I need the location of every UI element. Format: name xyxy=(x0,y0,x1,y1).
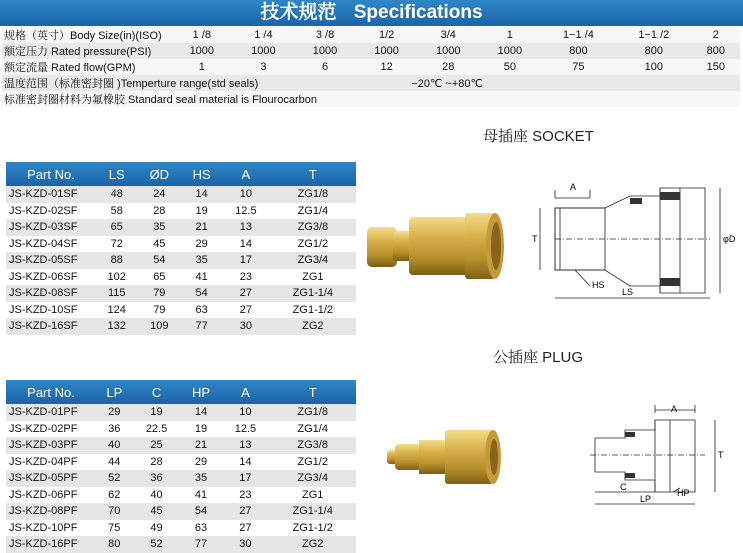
plug-dim-c: C xyxy=(620,482,627,492)
table-cell: 12.5 xyxy=(221,421,269,438)
table-cell: 40 xyxy=(133,487,181,504)
spec-row-temp xyxy=(2,75,740,91)
size-cell: 1−1 /2 xyxy=(638,29,670,41)
table-cell: 14 xyxy=(181,186,222,203)
spec-row-flow xyxy=(2,59,740,75)
size-cell: 1/2 xyxy=(378,29,395,41)
table-cell: 10 xyxy=(221,404,269,421)
plug-dim-hp: HP xyxy=(677,488,690,498)
table-cell: 52 xyxy=(133,536,181,553)
table-cell: 45 xyxy=(133,503,181,520)
table-cell: 21 xyxy=(180,437,221,454)
table-cell: 22.5 xyxy=(133,421,181,438)
seal-label: 标准密封圈材料为氟橡胶 Standard seal material is Flourocarbon xyxy=(4,94,317,106)
table-cell: ZG1-1/4 xyxy=(270,285,356,302)
table-cell: 28 xyxy=(137,203,181,220)
table-cell: JS-KZD-02SF xyxy=(6,203,96,220)
size-cell: 1 /8 xyxy=(192,29,211,41)
table-cell: 52 xyxy=(96,470,133,487)
table-cell: 62 xyxy=(96,487,133,504)
table-cell: ZG1 xyxy=(270,269,356,286)
table-cell: 72 xyxy=(96,236,137,253)
table-cell: 54 xyxy=(181,285,222,302)
table-cell: 21 xyxy=(181,219,222,236)
socket-photo xyxy=(365,205,530,285)
plug-header-row xyxy=(6,380,356,404)
table-cell: 29 xyxy=(181,236,222,253)
table-cell: 24 xyxy=(137,186,181,203)
plug-dim-lp: LP xyxy=(640,494,652,504)
socket-rows xyxy=(6,186,356,335)
col-part-no: Part No. xyxy=(6,162,96,186)
size-cell: 2 xyxy=(712,29,719,41)
flow-cell: 75 xyxy=(572,61,585,73)
table-cell: 54 xyxy=(180,503,221,520)
col-hs: HS xyxy=(181,162,222,186)
pressure-label: 额定压力 Rated pressure(PSI) xyxy=(4,46,152,58)
table-cell: 102 xyxy=(96,269,137,286)
pressure-cell: 800 xyxy=(706,45,725,57)
socket-title: 母插座 SOCKET xyxy=(483,128,594,145)
table-cell: JS-KZD-16SF xyxy=(6,318,96,335)
table-cell: ZG2 xyxy=(270,318,356,335)
socket-table xyxy=(6,162,356,335)
table-cell: 29 xyxy=(96,404,133,421)
size-cell: 1−1 /4 xyxy=(562,29,594,41)
table-cell: 44 xyxy=(96,454,133,471)
col-hp: HP xyxy=(180,380,221,404)
socket-dim-a: A xyxy=(570,182,577,192)
table-row xyxy=(6,404,356,421)
table-cell: 27 xyxy=(222,285,270,302)
table-cell: 124 xyxy=(96,302,137,319)
table-cell: JS-KZD-10SF xyxy=(6,302,96,319)
table-cell: JS-KZD-03SF xyxy=(6,219,96,236)
table-row xyxy=(6,203,356,220)
table-cell: JS-KZD-05SF xyxy=(6,252,96,269)
table-cell: 70 xyxy=(96,503,133,520)
table-cell: 23 xyxy=(221,487,269,504)
table-row xyxy=(6,487,356,504)
table-cell: 79 xyxy=(137,302,181,319)
table-cell: 27 xyxy=(222,302,270,319)
socket-dim-hs: HS xyxy=(592,280,605,290)
table-cell: 28 xyxy=(133,454,181,471)
size-cell: 1 xyxy=(506,29,513,41)
temp-value: −20℃ ~+80℃ xyxy=(411,78,483,90)
title-cn: 技术规范 xyxy=(260,2,337,23)
col-t: T xyxy=(269,380,356,404)
table-cell: ZG1/4 xyxy=(270,203,356,220)
table-row xyxy=(6,536,356,553)
flow-cell: 1 xyxy=(198,61,205,73)
table-cell: JS-KZD-04PF xyxy=(6,454,96,471)
socket-drawing xyxy=(530,178,740,303)
table-row xyxy=(6,421,356,438)
table-cell: 65 xyxy=(137,269,181,286)
table-row xyxy=(6,437,356,454)
table-cell: ZG3/4 xyxy=(269,470,356,487)
table-cell: 13 xyxy=(221,437,269,454)
title-en: Specifications xyxy=(353,2,483,23)
plug-table xyxy=(6,380,356,553)
col-part-no: Part No. xyxy=(6,380,96,404)
table-cell: 23 xyxy=(222,269,270,286)
plug-drawing xyxy=(585,400,740,510)
table-cell: 77 xyxy=(181,318,222,335)
table-row xyxy=(6,318,356,335)
table-cell: 132 xyxy=(96,318,137,335)
socket-dim-t: T xyxy=(532,234,538,244)
pressure-cell: 1000 xyxy=(497,45,523,57)
spec-row-size xyxy=(2,27,740,43)
table-row xyxy=(6,285,356,302)
plug-photo xyxy=(385,420,510,495)
col-d: ØD xyxy=(137,162,181,186)
pressure-cell: 1000 xyxy=(251,45,276,57)
size-cell: 1 /4 xyxy=(254,29,273,41)
table-cell: 25 xyxy=(133,437,181,454)
table-cell: ZG1/2 xyxy=(270,236,356,253)
table-cell: 36 xyxy=(96,421,133,438)
table-cell: ZG1-1/4 xyxy=(269,503,356,520)
table-cell: 88 xyxy=(96,252,137,269)
table-cell: 41 xyxy=(180,487,221,504)
table-cell: ZG3/8 xyxy=(270,219,356,236)
pressure-cell: 800 xyxy=(569,45,588,57)
table-cell: 30 xyxy=(221,536,269,553)
table-cell: JS-KZD-03PF xyxy=(6,437,96,454)
table-cell: ZG1-1/2 xyxy=(270,302,356,319)
col-c: C xyxy=(133,380,181,404)
table-cell: 49 xyxy=(133,520,181,537)
size-cell: 3 /8 xyxy=(315,29,335,41)
specifications-header xyxy=(0,0,743,26)
table-cell: JS-KZD-08SF xyxy=(6,285,96,302)
table-cell: ZG1-1/2 xyxy=(269,520,356,537)
table-cell: JS-KZD-10PF xyxy=(6,520,96,537)
flow-label: 额定流量 Rated flow(GPM) xyxy=(4,62,136,74)
table-cell: 35 xyxy=(137,219,181,236)
table-cell: 30 xyxy=(222,318,270,335)
table-cell: 27 xyxy=(221,503,269,520)
table-cell: 13 xyxy=(222,219,270,236)
table-cell: 35 xyxy=(181,252,222,269)
table-cell: ZG3/4 xyxy=(270,252,356,269)
table-cell: JS-KZD-06PF xyxy=(6,487,96,504)
table-row xyxy=(6,186,356,203)
table-cell: 54 xyxy=(137,252,181,269)
table-cell: ZG1 xyxy=(269,487,356,504)
table-cell: JS-KZD-01SF xyxy=(6,186,96,203)
table-cell: JS-KZD-01PF xyxy=(6,404,96,421)
table-row xyxy=(6,252,356,269)
table-cell: 27 xyxy=(221,520,269,537)
plug-rows xyxy=(6,404,356,553)
plug-dim-t: T xyxy=(718,450,724,460)
size-cell: 3/4 xyxy=(440,29,456,41)
table-cell: JS-KZD-05PF xyxy=(6,470,96,487)
table-cell: 17 xyxy=(221,470,269,487)
table-cell: JS-KZD-04SF xyxy=(6,236,96,253)
table-cell: JS-KZD-08PF xyxy=(6,503,96,520)
table-cell: ZG1/2 xyxy=(269,454,356,471)
table-row xyxy=(6,236,356,253)
temp-label: 温度范围（标准密封圈 )Temperture range(std seals) xyxy=(4,78,259,90)
pressure-cell: 1000 xyxy=(436,45,461,57)
table-cell: 65 xyxy=(96,219,137,236)
col-lp: LP xyxy=(96,380,133,404)
spec-row-pressure xyxy=(2,43,740,59)
socket-dim-d: φD xyxy=(723,234,736,244)
socket-dim-ls: LS xyxy=(622,287,634,297)
table-cell: ZG3/8 xyxy=(269,437,356,454)
table-cell: JS-KZD-06SF xyxy=(6,269,96,286)
table-cell: 79 xyxy=(137,285,181,302)
spec-table xyxy=(2,27,740,107)
flow-cell: 100 xyxy=(644,61,664,73)
table-cell: 58 xyxy=(96,203,137,220)
flow-cell: 28 xyxy=(442,61,455,73)
col-ls: LS xyxy=(96,162,137,186)
table-cell: 36 xyxy=(133,470,181,487)
table-cell: 80 xyxy=(96,536,133,553)
table-cell: ZG1/8 xyxy=(270,186,356,203)
table-cell: 45 xyxy=(137,236,181,253)
table-cell: 10 xyxy=(222,186,270,203)
table-cell: 75 xyxy=(96,520,133,537)
flow-cell: 12 xyxy=(380,61,393,73)
flow-cell: 150 xyxy=(706,61,725,73)
socket-header-row xyxy=(6,162,356,186)
col-t: T xyxy=(270,162,356,186)
table-row xyxy=(6,302,356,319)
pressure-cell: 1000 xyxy=(374,45,399,57)
pressure-cell: 800 xyxy=(644,45,664,57)
pressure-cell: 1000 xyxy=(189,45,215,57)
table-cell: 19 xyxy=(180,421,221,438)
table-cell: ZG1/8 xyxy=(269,404,356,421)
table-cell: 109 xyxy=(137,318,181,335)
table-row xyxy=(6,520,356,537)
table-cell: 17 xyxy=(222,252,270,269)
col-a: A xyxy=(221,380,269,404)
spec-row-seal xyxy=(2,91,740,107)
table-cell: 19 xyxy=(181,203,222,220)
table-row xyxy=(6,503,356,520)
table-cell: 29 xyxy=(180,454,221,471)
table-cell: ZG2 xyxy=(269,536,356,553)
table-cell: 14 xyxy=(221,454,269,471)
table-cell: 77 xyxy=(180,536,221,553)
pressure-cell: 1000 xyxy=(312,45,338,57)
table-cell: 41 xyxy=(181,269,222,286)
table-row xyxy=(6,219,356,236)
table-cell: JS-KZD-16PF xyxy=(6,536,96,553)
table-cell: 40 xyxy=(96,437,133,454)
size-label: 规格（英寸）Body Size(in)(ISO) xyxy=(4,30,162,42)
table-row xyxy=(6,269,356,286)
table-cell: JS-KZD-02PF xyxy=(6,421,96,438)
table-cell: 115 xyxy=(96,285,137,302)
table-cell: 35 xyxy=(180,470,221,487)
table-row xyxy=(6,470,356,487)
table-cell: 63 xyxy=(181,302,222,319)
table-cell: 19 xyxy=(133,404,181,421)
flow-cell: 3 xyxy=(260,61,267,73)
flow-cell: 50 xyxy=(503,61,516,73)
table-cell: 48 xyxy=(96,186,137,203)
table-cell: ZG1/4 xyxy=(269,421,356,438)
col-a: A xyxy=(222,162,270,186)
flow-cell: 6 xyxy=(321,61,329,73)
plug-dim-a: A xyxy=(671,404,678,414)
table-cell: 14 xyxy=(180,404,221,421)
plug-title: 公插座 PLUG xyxy=(493,349,584,366)
table-row xyxy=(6,454,356,471)
table-cell: 12.5 xyxy=(222,203,270,220)
table-cell: 63 xyxy=(180,520,221,537)
table-cell: 14 xyxy=(222,236,270,253)
